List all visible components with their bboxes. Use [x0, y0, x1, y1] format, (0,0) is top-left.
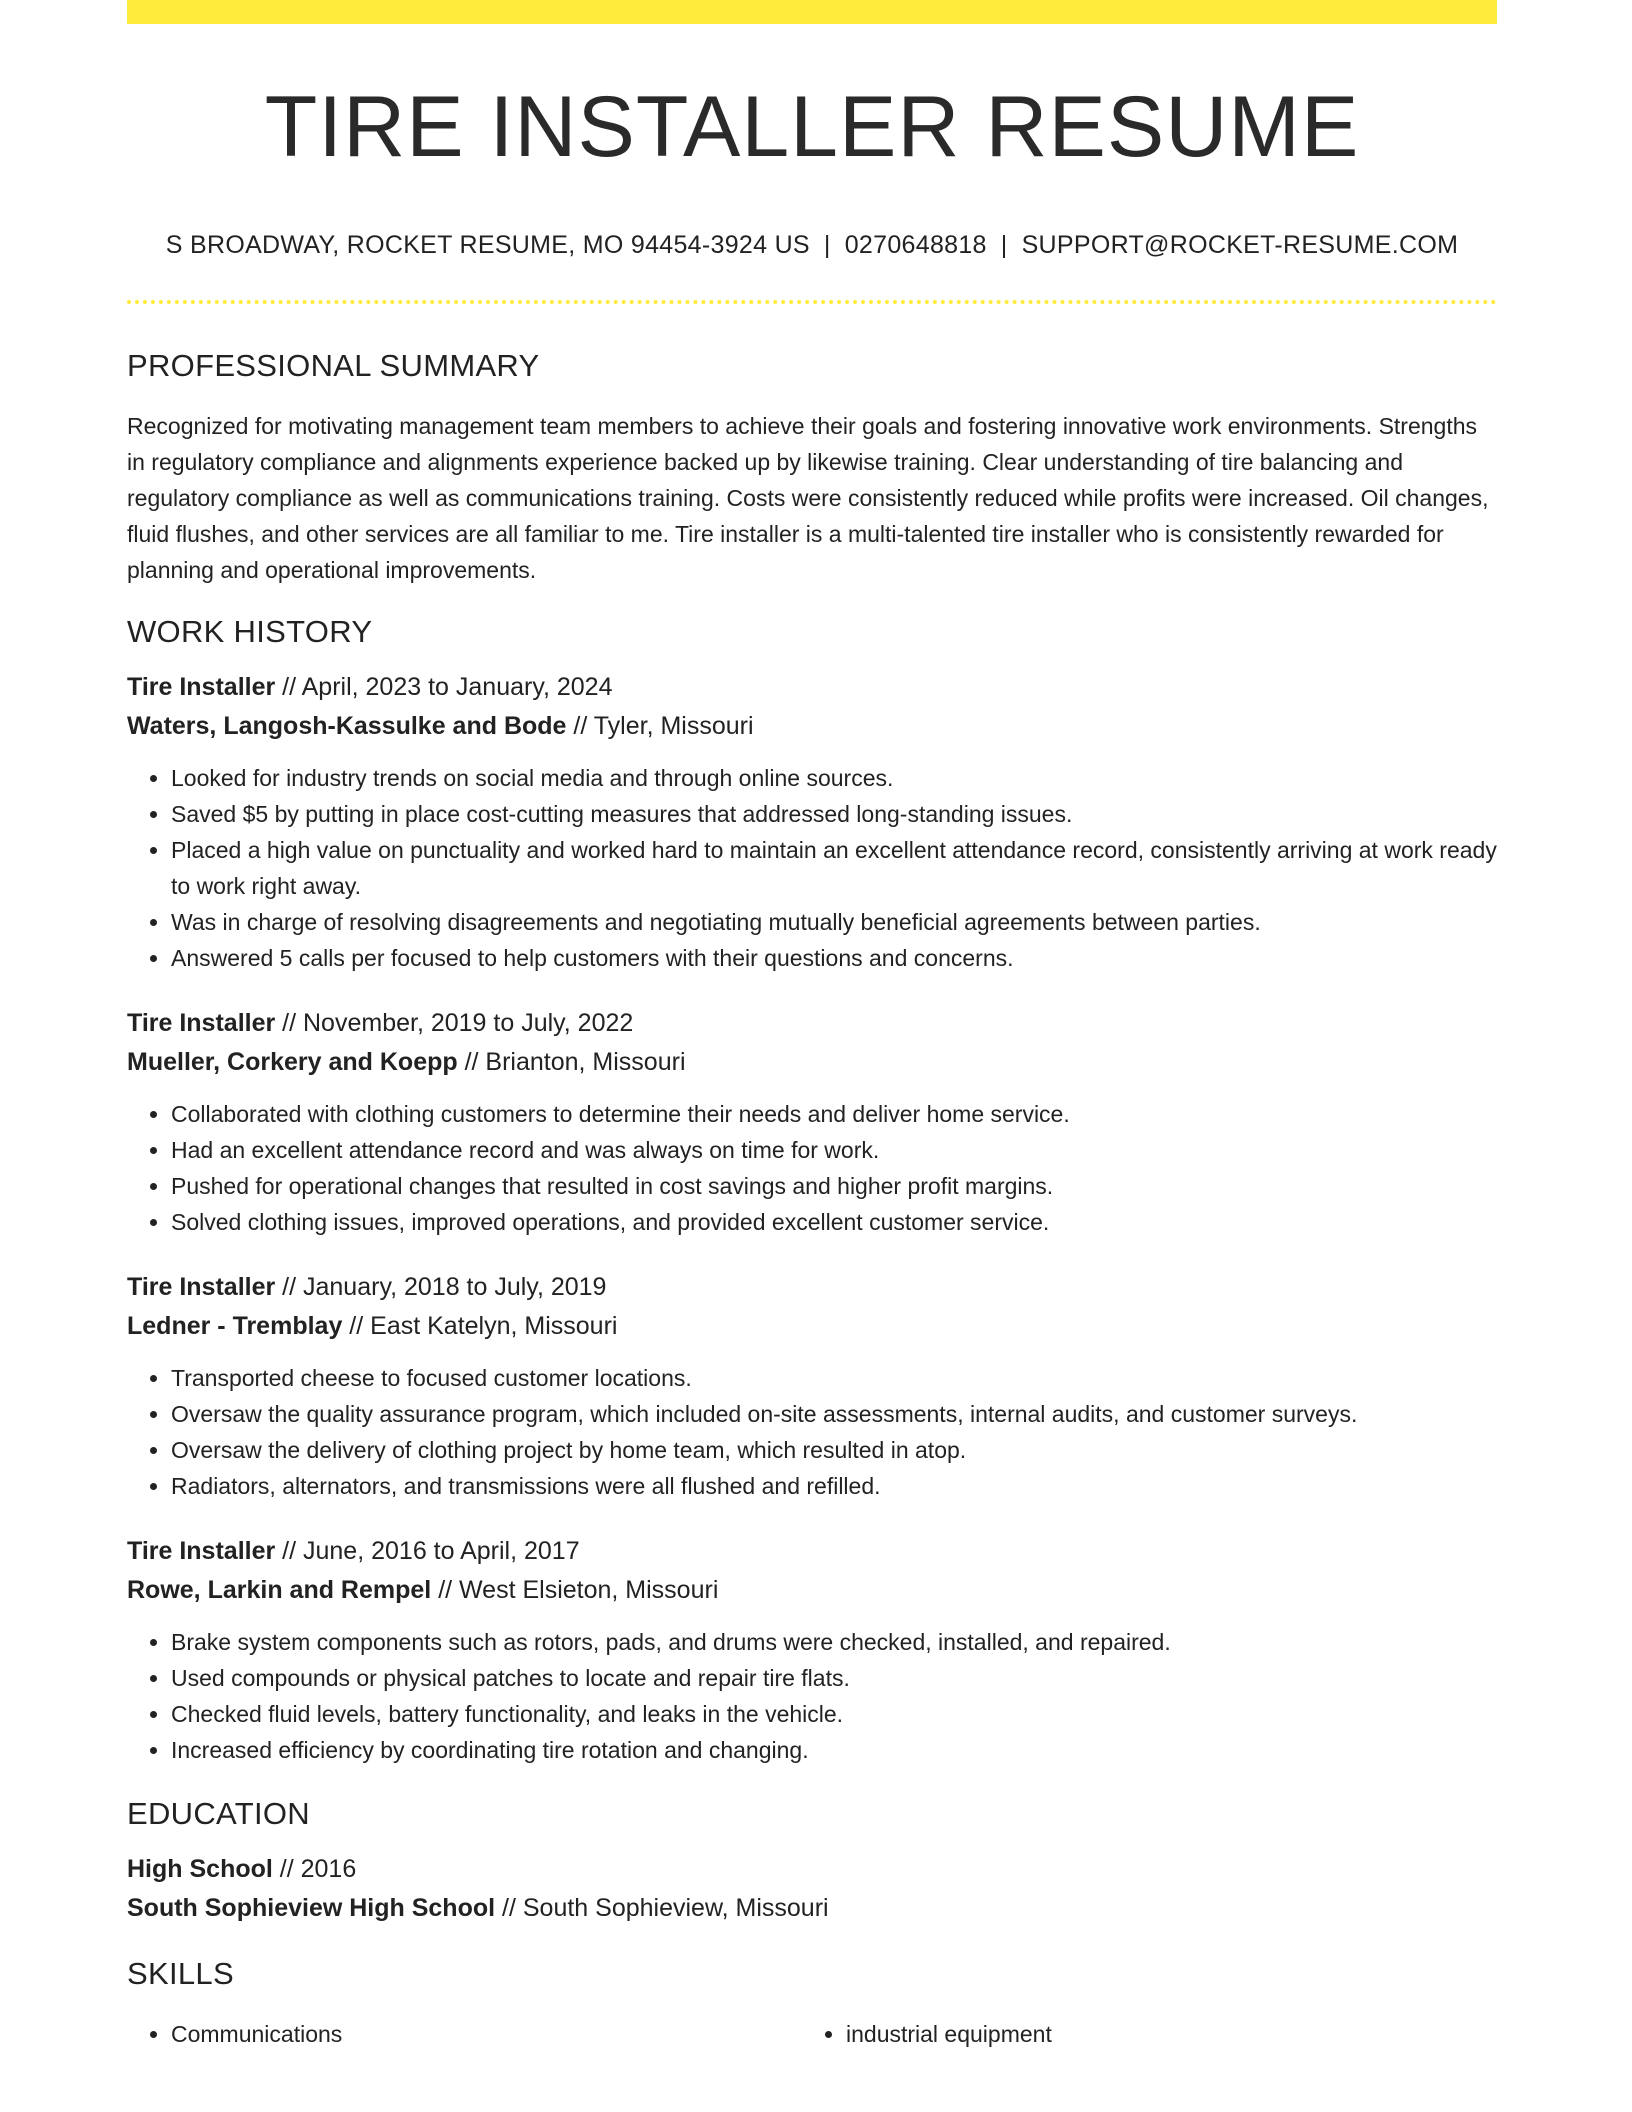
job-company: Mueller, Corkery and Koepp: [127, 1048, 458, 1076]
education-school-line: [127, 1889, 1497, 1928]
job-dates: // April, 2023 to January, 2024: [275, 673, 613, 701]
job-title-line: [127, 1532, 1497, 1571]
job-title-line: [127, 1268, 1497, 1307]
bullet-item: • Checked fluid levels, battery functionality, and leaks in the vehicle.: [171, 1696, 1497, 1732]
job-company-line: [127, 1043, 1497, 1082]
job-company-line: [127, 1307, 1497, 1346]
job-location: // Tyler, Missouri: [566, 712, 754, 740]
education-degree-line: [127, 1850, 1497, 1889]
summary-text: Recognized for motivating management team members to achieve their goals and fostering innovative work environments. Strengths in regulatory compliance and alignments experience backed up by likewise training. Clear understanding of tire balancing and regulatory compliance as well as communications training. Costs were consistently reduced while profits were increased. Oil changes, fluid flushes, and other services are all familiar to me. Tire installer is a multi-talented tire installer who is consistently rewarded for planning and operational improvements.: [127, 413, 1489, 583]
job-location: // Brianton, Missouri: [457, 1048, 686, 1076]
skills-list-left: [127, 2016, 802, 2052]
education-entry: [127, 1850, 1497, 1928]
job-title-line: [127, 1004, 1497, 1043]
work-history-heading: WORK HISTORY: [127, 614, 373, 649]
bullet-item: • Had an excellent attendance record and was always on time for work.: [171, 1132, 1497, 1168]
bullet-item: • Radiators, alternators, and transmissions were all flushed and refilled.: [171, 1468, 1497, 1504]
bullet-item: • Placed a high value on punctuality and worked hard to maintain an excellent attendance record, consistently arriving at work ready to work right away.: [171, 832, 1497, 904]
email: SUPPORT@ROCKET-RESUME.COM: [1021, 231, 1459, 259]
bullet-item: • Solved clothing issues, improved operations, and provided excellent customer service.: [171, 1204, 1497, 1240]
education-school: South Sophieview High School: [127, 1894, 496, 1922]
job-company: Rowe, Larkin and Rempel: [127, 1576, 432, 1604]
bullet-item: • Answered 5 calls per focused to help customers with their questions and concerns.: [171, 940, 1497, 976]
job-entry: [127, 1268, 1497, 1504]
phone: 0270648818: [844, 231, 987, 259]
bullet-item: • Saved $5 by putting in place cost-cutting measures that addressed long-standing issues.: [171, 796, 1497, 832]
job-location: // East Katelyn, Missouri: [342, 1312, 618, 1340]
top-accent-bar: [127, 0, 1497, 24]
contact-line: [127, 230, 1497, 260]
job-entry: [127, 668, 1497, 976]
job-company-line: [127, 707, 1497, 746]
bullet-item: • Collaborated with clothing customers to determine their needs and deliver home service.: [171, 1096, 1497, 1132]
dotted-divider: [127, 300, 1497, 304]
bullet-item: • Was in charge of resolving disagreements and negotiating mutually beneficial agreements between parties.: [171, 904, 1497, 940]
job-company-line: [127, 1571, 1497, 1610]
job-entry: [127, 1532, 1497, 1768]
skills-columns: [127, 2016, 1497, 2052]
resume-title: TIRE INSTALLER RESUME: [264, 79, 1360, 175]
separator: |: [823, 231, 831, 259]
skill-item: • Communications: [171, 2016, 802, 2052]
bullet-item: • Increased efficiency by coordinating tire rotation and changing.: [171, 1732, 1497, 1768]
resume-page: [127, 0, 1497, 2052]
job-dates: // January, 2018 to July, 2019: [275, 1273, 607, 1301]
job-bullets: [127, 760, 1497, 976]
job-location: // West Elsieton, Missouri: [431, 1576, 719, 1604]
bullet-item: • Transported cheese to focused customer locations.: [171, 1360, 1497, 1396]
job-title: Tire Installer: [127, 1009, 276, 1037]
bullet-item: • Oversaw the quality assurance program, which included on-site assessments, internal audits, and customer surveys.: [171, 1396, 1497, 1432]
job-title-line: [127, 668, 1497, 707]
job-title: Tire Installer: [127, 1537, 276, 1565]
bullet-item: • Used compounds or physical patches to locate and repair tire flats.: [171, 1660, 1497, 1696]
skills-list-right: [802, 2016, 1477, 2052]
bullet-item: • Looked for industry trends on social media and through online sources.: [171, 760, 1497, 796]
education-heading: EDUCATION: [127, 1796, 310, 1831]
job-company: Ledner - Tremblay: [127, 1312, 343, 1340]
summary-heading: PROFESSIONAL SUMMARY: [127, 348, 540, 383]
separator: |: [1000, 231, 1008, 259]
job-company: Waters, Langosh-Kassulke and Bode: [127, 712, 567, 740]
skill-item: • industrial equipment: [846, 2016, 1477, 2052]
education-degree: High School: [127, 1855, 273, 1883]
address: S BROADWAY, ROCKET RESUME, MO 94454-3924 US: [165, 231, 810, 259]
job-dates: // June, 2016 to April, 2017: [275, 1537, 580, 1565]
bullet-item: • Oversaw the delivery of clothing project by home team, which resulted in atop.: [171, 1432, 1497, 1468]
job-dates: // November, 2019 to July, 2022: [275, 1009, 634, 1037]
job-entry: [127, 1004, 1497, 1240]
job-title: Tire Installer: [127, 1273, 276, 1301]
bullet-item: • Pushed for operational changes that resulted in cost savings and higher profit margins.: [171, 1168, 1497, 1204]
skills-heading: SKILLS: [127, 1956, 234, 1991]
education-location: // South Sophieview, Missouri: [495, 1894, 829, 1922]
job-title: Tire Installer: [127, 673, 276, 701]
job-bullets: [127, 1096, 1497, 1240]
education-year: // 2016: [272, 1855, 357, 1883]
bullet-item: • Brake system components such as rotors, pads, and drums were checked, installed, and repaired.: [171, 1624, 1497, 1660]
job-bullets: [127, 1624, 1497, 1768]
job-bullets: [127, 1360, 1497, 1504]
